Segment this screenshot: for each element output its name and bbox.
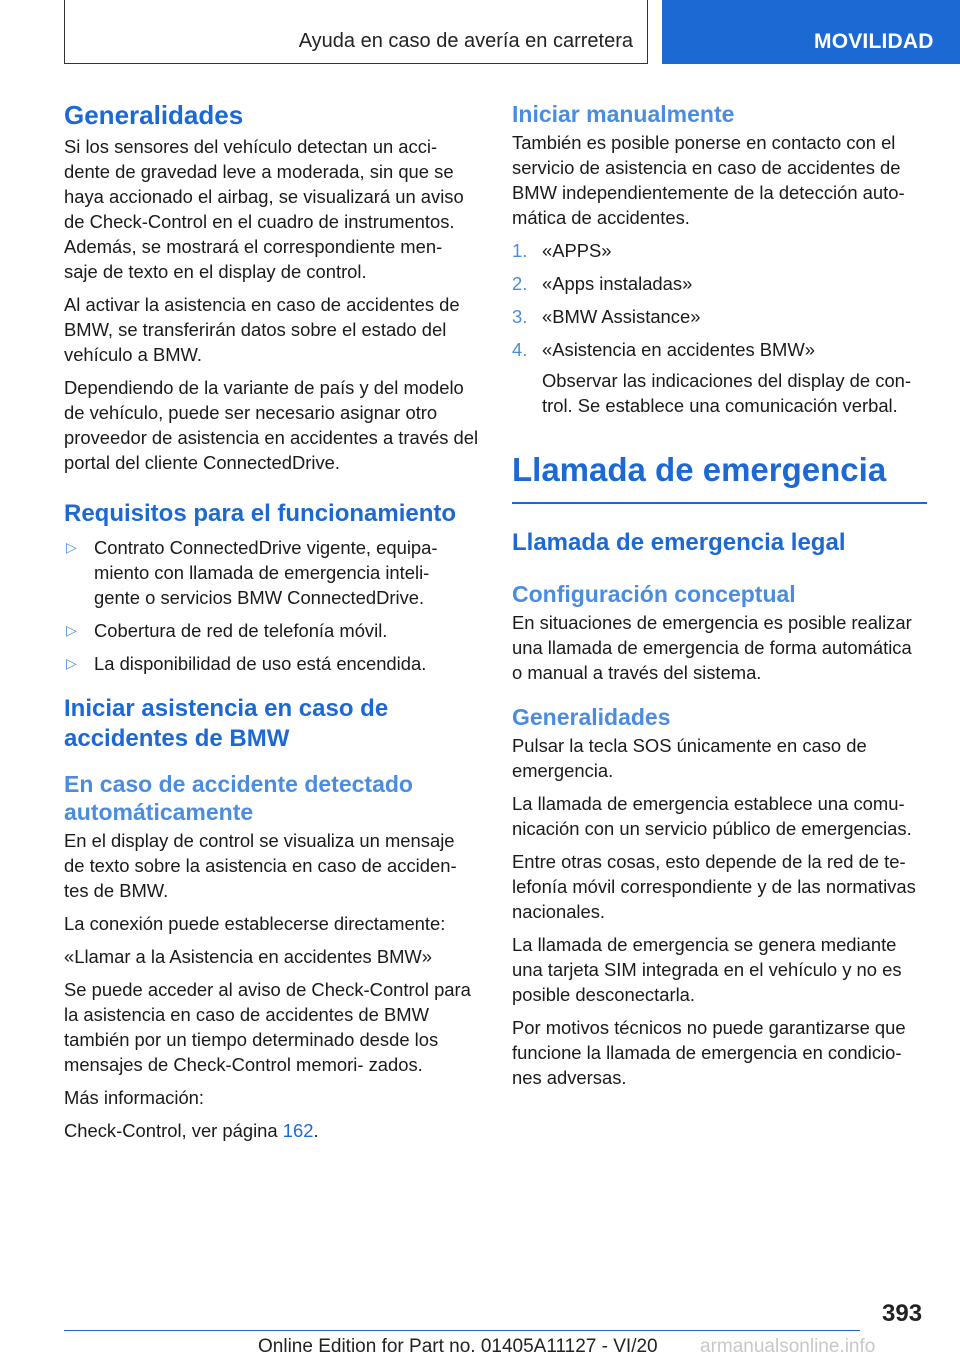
page-link-162[interactable]: 162 <box>282 1120 314 1141</box>
triangle-right-icon: ▷ <box>66 539 77 555</box>
paragraph: También es posible ponerse en contacto con el servicio de asistencia en caso de accidentes de BMW independientemente de la detección auto‐ mática de accidentes. <box>512 132 905 228</box>
paragraph: La llamada de emergencia se genera mediante una tarjeta SIM integrada en el vehículo y no es posible desconectarla. <box>512 934 902 1005</box>
right-column <box>512 100 927 1098</box>
list-item: 4. «Asistencia en accidentes BMW» Observar las indicaciones del display de con‐ trol. Se establece una comunicación verbal. <box>512 337 927 418</box>
list-item: ▷ Cobertura de red de telefonía móvil. <box>66 620 388 641</box>
paragraph: Si los sensores del vehículo detectan un acci‐ dente de gravedad leve a moderada, sin que se haya accionado el airbag, se visualizará un aviso de Check-Control en el cuadro de instrumentos. Además, se mostrará el correspondiente men‐ saje de texto en el display de control. <box>64 136 464 282</box>
step-note: Observar las indicaciones del display de con‐ trol. Se establece una comunicación verbal. <box>542 370 912 416</box>
paragraph-check-control-ref: Check-Control, ver página 162. <box>64 1120 319 1141</box>
heading-configuracion: Configuración conceptual <box>512 581 796 607</box>
heading-requisitos: Requisitos para el funcionamiento <box>64 500 457 527</box>
header-section-box <box>64 0 648 64</box>
paragraph: Más información: <box>64 1087 205 1108</box>
heading-generalidades: Generalidades <box>64 100 244 130</box>
heading-generalidades-2: Generalidades <box>512 704 671 730</box>
paragraph: En situaciones de emergencia es posible realizar una llamada de emergencia de forma automática o manual a través del sistema. <box>512 612 912 683</box>
list-item: 1. «APPS» <box>512 240 612 261</box>
watermark: armanualsonline.info <box>700 1336 876 1357</box>
header-section-title: Ayuda en caso de avería en carretera <box>298 30 633 52</box>
paragraph: Por motivos técnicos no puede garantizarse que funcione la llamada de emergencia en condicio‐ nes adversas. <box>512 1017 906 1088</box>
paragraph: La conexión puede establecerse directamente: <box>64 913 446 934</box>
steps-list <box>512 238 927 418</box>
paragraph: Entre otras cosas, esto depende de la red de te‐ lefonía móvil correspondiente y de las normativas nacionales. <box>512 851 916 922</box>
heading-iniciar-asistencia: Iniciar asistencia en caso de accidentes de BMW <box>64 695 389 752</box>
heading-accidente-automatico: En caso de accidente detectado automáticamente <box>64 771 413 825</box>
heading-iniciar-manualmente: Iniciar manualmente <box>512 101 735 127</box>
list-item: 3. «BMW Assistance» <box>512 306 701 327</box>
paragraph: «Llamar a la Asistencia en accidentes BMW» <box>64 946 432 967</box>
footer-edition: Online Edition for Part no. 01405A11127 - VI/20 <box>258 1336 658 1357</box>
header-tab-movilidad: MOVILIDAD <box>662 0 960 64</box>
paragraph: Dependiendo de la variante de país y del modelo de vehículo, puede ser necesario asignar otro proveedor de asistencia en accidentes a través del portal del cliente ConnectedDrive. <box>64 377 479 473</box>
heading-llamada-legal: Llamada de emergencia legal <box>512 529 846 556</box>
paragraph: Pulsar la tecla SOS únicamente en caso de emergencia. <box>512 735 867 781</box>
heading-llamada-emergencia: Llamada de emergencia <box>512 450 927 504</box>
paragraph: La llamada de emergencia establece una comu‐ nicación con un servicio público de emergencias. <box>512 793 912 839</box>
list-item: ▷ Contrato ConnectedDrive vigente, equipa‐ miento con llamada de emergencia inteli‐ gente o servicios BMW ConnectedDrive. <box>66 537 438 608</box>
triangle-right-icon: ▷ <box>66 655 77 671</box>
left-column <box>64 100 479 1151</box>
paragraph: En el display de control se visualiza un mensaje de texto sobre la asistencia en caso de acciden‐ tes de BMW. <box>64 830 457 901</box>
paragraph: Se puede acceder al aviso de Check-Control para la asistencia en caso de accidentes de BMW también por un tiempo determinado desde los mensajes de Check-Control memori‐ zados. <box>64 979 471 1075</box>
list-item: ▷ La disponibilidad de uso está encendida. <box>66 653 427 674</box>
list-item: 2. «Apps instaladas» <box>512 273 693 294</box>
footer-divider <box>64 1330 860 1331</box>
page-number: 393 <box>882 1300 923 1327</box>
triangle-right-icon: ▷ <box>66 622 77 638</box>
requisitos-list <box>64 535 479 676</box>
paragraph: Al activar la asistencia en caso de accidentes de BMW, se transferirán datos sobre el estado del vehículo a BMW. <box>64 294 460 365</box>
